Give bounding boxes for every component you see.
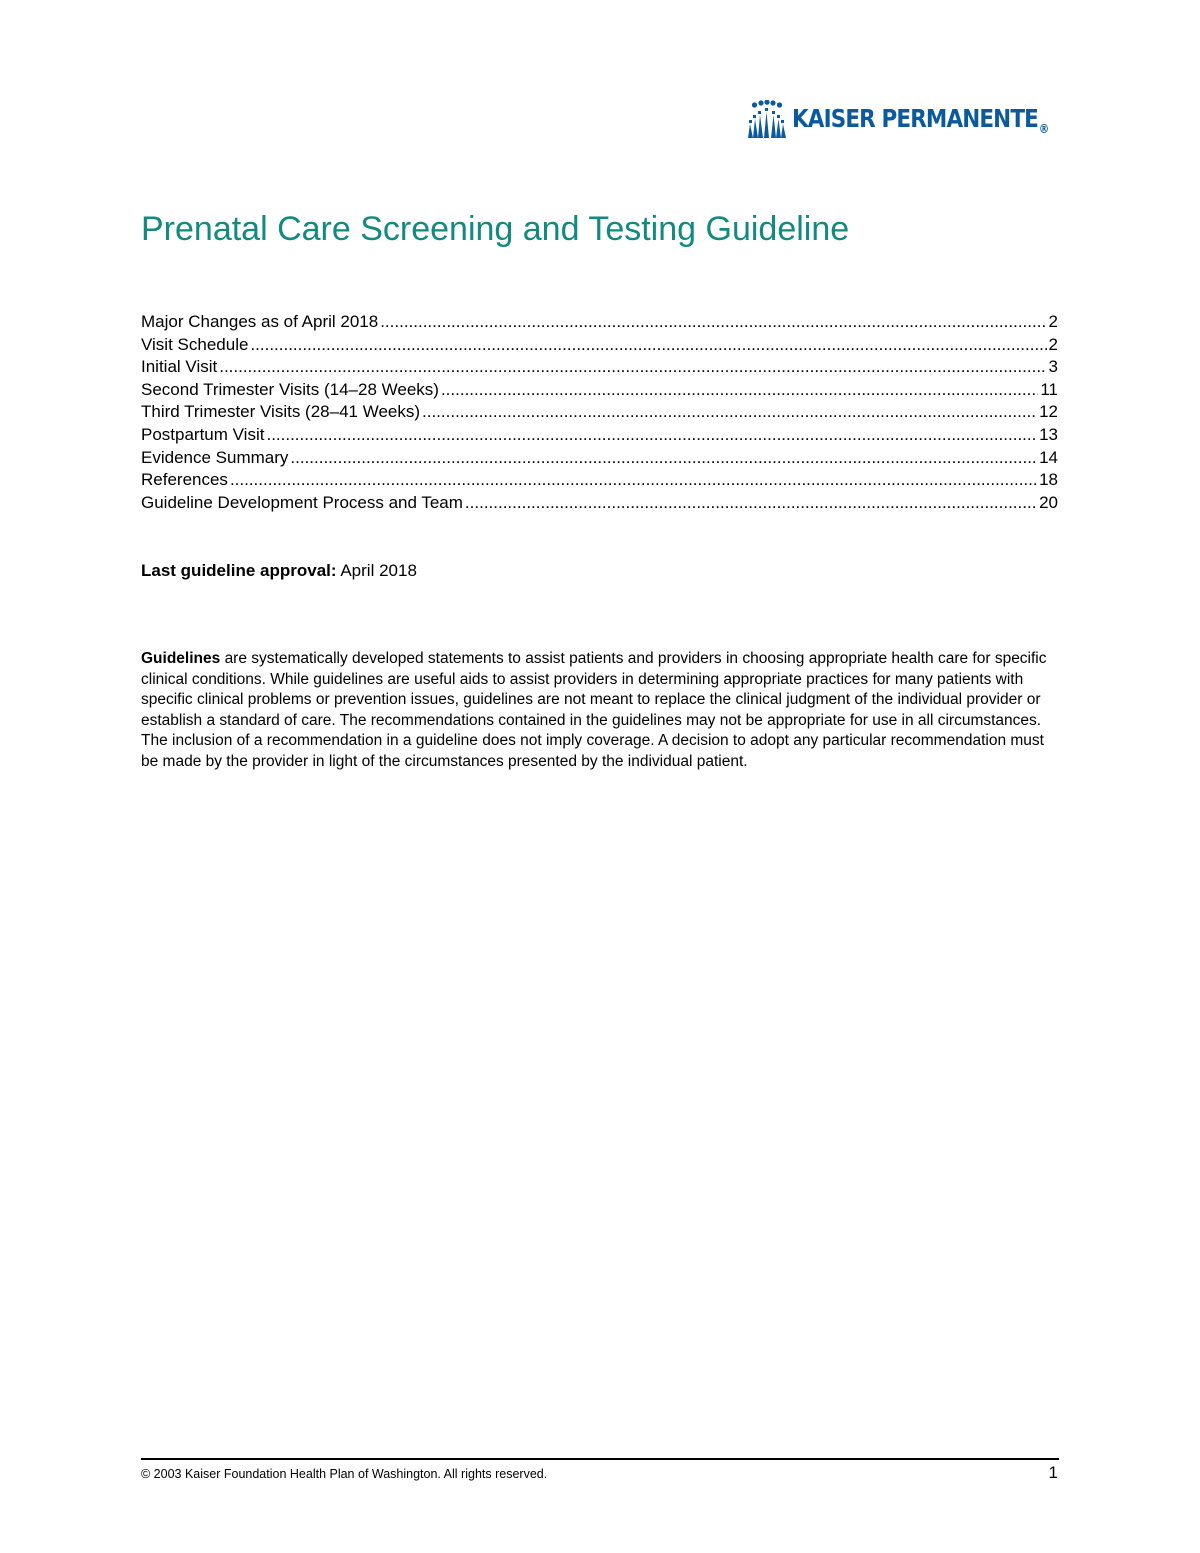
toc-entry-label: Guideline Development Process and Team [141, 492, 463, 512]
toc-dot-leader [230, 469, 1037, 492]
toc-dot-leader [266, 424, 1037, 447]
toc-entry-label: Evidence Summary [141, 447, 289, 467]
toc-entry-third-trimester[interactable] [141, 401, 1058, 424]
approval-value: April 2018 [340, 561, 417, 580]
footer-page-number: 1 [1048, 1463, 1058, 1482]
toc-dot-leader [465, 492, 1037, 515]
toc-entry-page: 12 [1039, 402, 1058, 422]
toc-entry-page: 11 [1040, 379, 1058, 399]
toc-dot-leader [250, 334, 1046, 357]
guidelines-disclaimer [141, 649, 1057, 772]
toc-entry-page: 3 [1048, 357, 1058, 377]
disclaimer-text: are systematically developed statements to assist patients and providers in choosing appropriate health care for specific clinical conditions. While guidelines are useful aids to assist providers in determining appropriate practices for many patients with specific clinical problems or prevention issues, guidelines are not meant to replace the clinical judgment of the individual provider or establish a standard of care. The recommendations contained in the guidelines may not be appropriate for use in all circumstances. The inclusion of a recommendation in a guideline does not imply coverage. A decision to adopt any particular recommendation must be made by the provider in light of the circumstances presented by the individual patient. [141, 650, 1047, 770]
toc-entry-label: Third Trimester Visits (28–41 Weeks) [141, 402, 421, 422]
logo-name: KAISER PERMANENTE [792, 104, 1038, 133]
toc-entry-page: 18 [1039, 470, 1058, 490]
toc-entry-label: Second Trimester Visits (14–28 Weeks) [141, 379, 439, 399]
toc-entry-label: Postpartum Visit [141, 424, 265, 444]
toc-entry-label: References [141, 470, 228, 490]
toc-dot-leader [290, 447, 1037, 470]
toc-entry-postpartum-visit[interactable] [141, 424, 1058, 447]
table-of-contents [141, 311, 1058, 514]
toc-dot-leader [380, 311, 1046, 334]
toc-entry-label: Initial Visit [141, 357, 218, 377]
toc-entry-page: 13 [1039, 424, 1058, 444]
approval-date [141, 560, 417, 582]
disclaimer-term: Guidelines [141, 650, 221, 667]
footer-divider [141, 1458, 1059, 1460]
toc-entry-label: Visit Schedule [141, 334, 249, 354]
toc-entry-references[interactable] [141, 469, 1058, 492]
toc-entry-evidence-summary[interactable] [141, 447, 1058, 470]
toc-entry-guideline-development[interactable] [141, 492, 1058, 515]
toc-entry-page: 2 [1048, 334, 1058, 354]
logo-wordmark [792, 104, 1048, 136]
toc-entry-major-changes[interactable] [141, 311, 1058, 334]
toc-entry-initial-visit[interactable] [141, 356, 1058, 379]
company-logo [746, 98, 1090, 142]
toc-entry-visit-schedule[interactable] [141, 334, 1058, 357]
toc-dot-leader [441, 379, 1038, 402]
toc-dot-leader [422, 401, 1037, 424]
page-title: Prenatal Care Screening and Testing Guideline [141, 210, 850, 248]
toc-dot-leader [219, 356, 1046, 379]
approval-label: Last guideline approval: [141, 561, 337, 580]
kaiser-permanente-logo-icon [746, 100, 788, 140]
toc-entry-page: 14 [1039, 447, 1058, 467]
toc-entry-label: Major Changes as of April 2018 [141, 312, 379, 331]
toc-entry-page: 20 [1039, 492, 1058, 512]
footer-copyright: © 2003 Kaiser Foundation Health Plan of Washington. All rights reserved. [141, 1467, 548, 1481]
toc-entry-page: 2 [1048, 312, 1058, 331]
toc-entry-second-trimester[interactable] [141, 379, 1058, 402]
registered-mark: ® [1038, 122, 1049, 136]
